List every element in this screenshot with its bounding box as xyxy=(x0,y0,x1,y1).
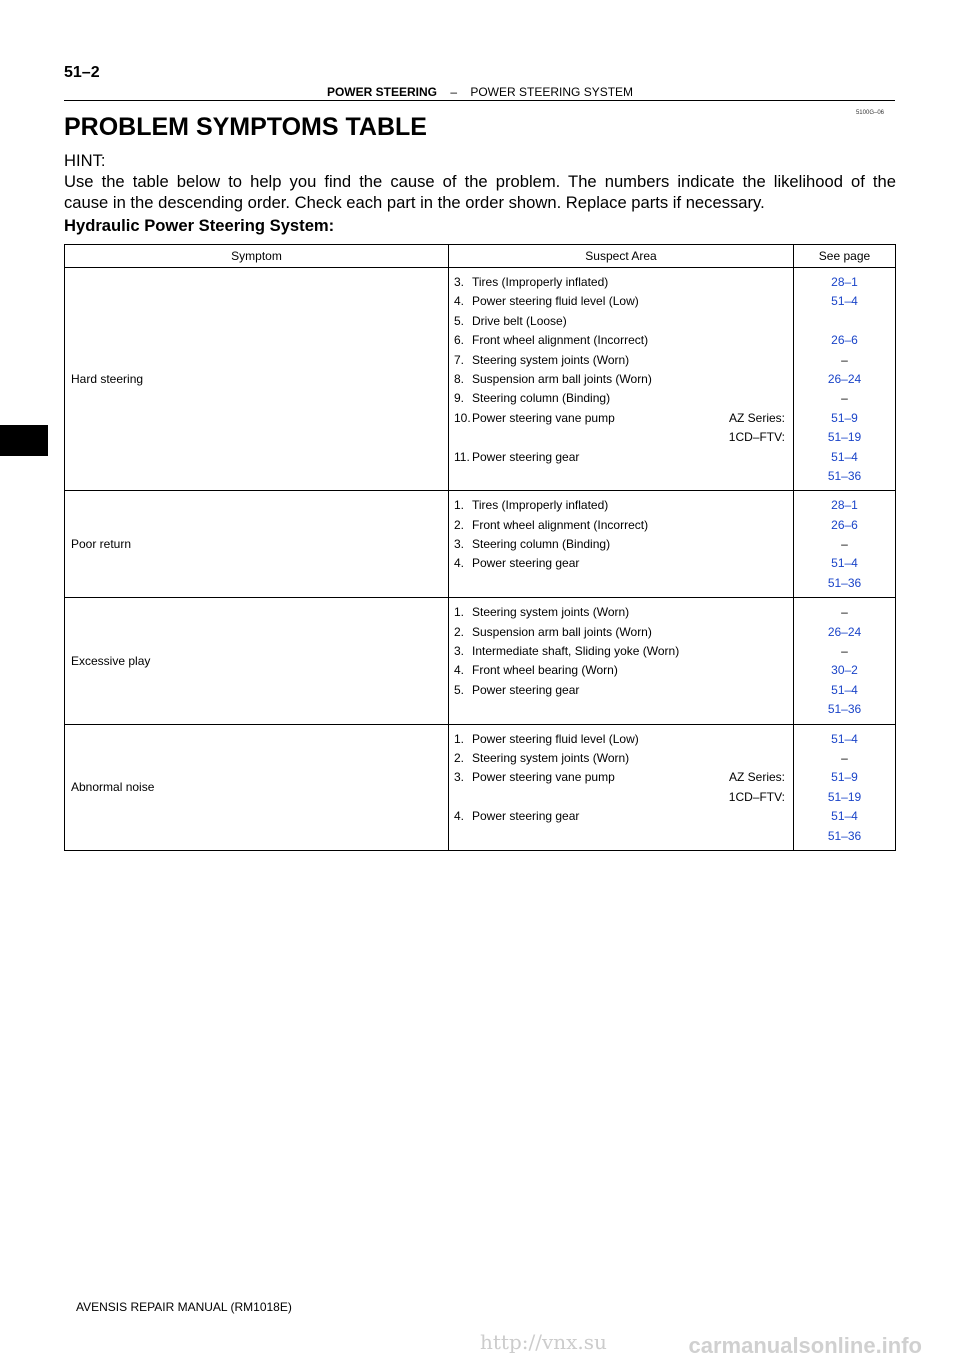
item-text: Suspension arm ball joints (Worn) xyxy=(472,371,652,386)
see-page-line xyxy=(794,370,895,389)
item-text: Power steering fluid level (Low) xyxy=(472,294,639,309)
page-reference: – xyxy=(841,537,848,552)
page-reference-link[interactable]: 51–4 xyxy=(831,449,858,464)
engine-variant-note: 1CD–FTV: xyxy=(728,789,785,804)
table-header-row xyxy=(65,245,896,268)
suspect-item xyxy=(454,294,639,308)
see-page-cell xyxy=(794,598,896,724)
suspect-area-line xyxy=(454,535,785,554)
suspect-area-line xyxy=(454,603,785,622)
page-reference-link[interactable]: 51–4 xyxy=(831,809,858,824)
hint-label: HINT: xyxy=(64,151,106,170)
suspect-area-cell xyxy=(449,491,794,598)
see-page-line xyxy=(794,273,895,292)
header-section: POWER STEERING xyxy=(326,85,437,99)
item-text: Front wheel bearing (Worn) xyxy=(472,663,618,678)
suspect-item xyxy=(454,556,579,570)
page-reference-link[interactable]: 51–19 xyxy=(827,789,862,804)
item-text: Power steering vane pump xyxy=(472,410,615,425)
see-page-line xyxy=(794,448,895,467)
see-page-line xyxy=(794,768,895,787)
suspect-area-line xyxy=(454,273,785,292)
see-page-line xyxy=(794,681,895,700)
suspect-item xyxy=(454,732,639,746)
see-page-line xyxy=(794,661,895,680)
see-page-line xyxy=(794,730,895,749)
see-page-cell xyxy=(794,491,896,598)
suspect-item xyxy=(454,751,629,765)
suspect-area-line xyxy=(454,331,785,350)
see-page-line xyxy=(794,292,895,311)
item-text: Steering system joints (Worn) xyxy=(472,352,630,367)
item-number: 3. xyxy=(454,770,465,785)
suspect-item xyxy=(454,518,648,532)
suspect-item xyxy=(454,450,579,464)
suspect-item xyxy=(454,469,472,483)
suspect-item xyxy=(454,625,652,639)
column-header-suspect-area: Suspect Area xyxy=(449,245,794,268)
suspect-area-line xyxy=(454,496,785,515)
page-reference: – xyxy=(841,391,848,406)
header-rule xyxy=(64,100,895,101)
see-page-line xyxy=(794,574,895,593)
suspect-area-line xyxy=(454,768,785,787)
page-reference-link[interactable]: 51–4 xyxy=(831,731,858,746)
see-page-cell xyxy=(794,724,896,850)
suspect-item xyxy=(454,788,472,807)
page-reference-link[interactable]: 51–36 xyxy=(827,828,862,843)
suspect-area-line xyxy=(454,312,785,331)
see-page-line xyxy=(794,554,895,573)
engine-variant-note: AZ Series: xyxy=(728,770,785,785)
suspect-item xyxy=(454,409,615,428)
page-reference-link[interactable]: 30–2 xyxy=(831,663,858,678)
suspect-area-line xyxy=(454,807,785,826)
suspect-area-line xyxy=(454,516,785,535)
running-header xyxy=(0,85,960,99)
see-page-line xyxy=(794,642,895,661)
table-row xyxy=(65,491,896,598)
see-page-line xyxy=(794,467,895,486)
suspect-area-line xyxy=(454,409,785,428)
item-number: 2. xyxy=(454,750,465,765)
suspect-item xyxy=(454,314,567,328)
suspect-item xyxy=(454,372,652,386)
page-reference-link[interactable]: 51–36 xyxy=(827,468,862,483)
page-reference-link[interactable]: 51–9 xyxy=(831,770,858,785)
see-page-line xyxy=(794,428,895,447)
page-number: 51–2 xyxy=(64,64,100,81)
item-text: Tires (Improperly inflated) xyxy=(472,275,609,289)
suspect-area-line xyxy=(454,642,785,661)
suspect-area-line xyxy=(454,428,785,447)
item-number: 4. xyxy=(454,556,465,571)
page-reference-link[interactable]: 26–6 xyxy=(831,333,858,348)
item-number: 5. xyxy=(454,682,465,697)
suspect-area-line xyxy=(454,700,785,719)
see-page-line xyxy=(794,700,895,719)
header-separator: – xyxy=(450,85,457,99)
item-text: Steering system joints (Worn) xyxy=(472,750,630,765)
suspect-item xyxy=(454,275,608,289)
section-tab-marker xyxy=(0,425,48,456)
suspect-area-line xyxy=(454,730,785,749)
item-text: Power steering gear xyxy=(472,809,580,824)
page-reference-link[interactable]: 51–4 xyxy=(831,682,858,697)
page-reference: – xyxy=(841,352,848,367)
see-page-line xyxy=(794,603,895,622)
footer-manual-title: AVENSIS REPAIR MANUAL (RM1018E) xyxy=(76,1300,292,1314)
column-header-see-page: See page xyxy=(794,245,896,268)
see-page-line xyxy=(794,389,895,408)
table-body xyxy=(65,268,896,851)
hint-line-2: cause in the descending order. Check each part in the order shown. Replace parts if necessary. xyxy=(64,193,765,212)
suspect-area-line xyxy=(454,574,785,593)
see-page-line xyxy=(794,409,895,428)
item-text: Steering column (Binding) xyxy=(472,537,611,552)
see-page-line xyxy=(794,788,895,807)
item-number: 6. xyxy=(454,333,465,348)
page-reference-link[interactable]: 51–4 xyxy=(831,556,858,571)
item-text: Intermediate shaft, Sliding yoke (Worn) xyxy=(472,644,680,659)
suspect-area-line xyxy=(454,788,785,807)
suspect-item xyxy=(454,683,579,697)
item-text: Power steering gear xyxy=(472,556,580,571)
see-page-line xyxy=(794,807,895,826)
item-text: Tires (Improperly inflated) xyxy=(472,498,609,513)
see-page-line xyxy=(794,535,895,554)
engine-variant-note: 1CD–FTV: xyxy=(728,430,785,445)
table-row xyxy=(65,724,896,850)
suspect-item xyxy=(454,809,579,823)
suspect-item xyxy=(454,576,472,590)
see-page-line xyxy=(794,827,895,846)
suspect-area-line xyxy=(454,292,785,311)
suspect-item xyxy=(454,768,615,787)
suspect-item xyxy=(454,605,629,619)
see-page-line xyxy=(794,331,895,350)
page-reference-link[interactable]: 26–24 xyxy=(827,371,862,386)
item-text: Power steering vane pump xyxy=(472,770,615,785)
suspect-area-line xyxy=(454,370,785,389)
item-number: 8. xyxy=(454,371,465,386)
item-text: Front wheel alignment (Incorrect) xyxy=(472,517,649,532)
suspect-item xyxy=(454,663,618,677)
suspect-area-line xyxy=(454,467,785,486)
subheading: Hydraulic Power Steering System: xyxy=(64,216,335,235)
item-number: 9. xyxy=(454,391,465,406)
see-page-line xyxy=(794,623,895,642)
page-reference-link[interactable]: 51–19 xyxy=(827,430,862,445)
item-number: 2. xyxy=(454,624,465,639)
item-number: 2. xyxy=(454,517,465,532)
item-number: 11. xyxy=(454,449,470,464)
item-text: Drive belt (Loose) xyxy=(472,313,567,328)
page-title: PROBLEM SYMPTOMS TABLE xyxy=(64,113,427,141)
suspect-area-line xyxy=(454,389,785,408)
see-page-line xyxy=(794,749,895,768)
page-reference-link[interactable]: 51–4 xyxy=(831,294,858,309)
suspect-area-line xyxy=(454,623,785,642)
column-header-symptom: Symptom xyxy=(65,245,449,268)
suspect-area-line xyxy=(454,827,785,846)
page-reference-link[interactable]: 51–36 xyxy=(827,575,862,590)
page-reference-link[interactable]: 26–6 xyxy=(831,517,858,532)
symptom-cell: Hard steering xyxy=(65,268,449,491)
item-text: Steering system joints (Worn) xyxy=(472,605,630,620)
item-number: 1. xyxy=(454,731,465,746)
watermark-site: carmanualsonline.info xyxy=(688,1333,922,1358)
item-text: Front wheel alignment (Incorrect) xyxy=(472,333,649,348)
suspect-item xyxy=(454,829,472,843)
see-page-cell xyxy=(794,268,896,491)
see-page-line xyxy=(794,351,895,370)
see-page-line xyxy=(794,312,895,331)
page-reference-link[interactable]: 28–1 xyxy=(831,275,858,289)
item-text: Power steering gear xyxy=(472,682,580,697)
suspect-item xyxy=(454,702,472,716)
symptom-cell: Abnormal noise xyxy=(65,724,449,850)
suspect-area-line xyxy=(454,749,785,768)
table-row xyxy=(65,268,896,491)
item-number: 3. xyxy=(454,275,465,289)
item-number: 1. xyxy=(454,605,465,620)
page-reference-link[interactable]: 51–9 xyxy=(831,410,858,425)
item-text: Power steering fluid level (Low) xyxy=(472,731,639,746)
item-number: 3. xyxy=(454,537,465,552)
item-number: 5. xyxy=(454,313,465,328)
table-row xyxy=(65,598,896,724)
item-text: Suspension arm ball joints (Worn) xyxy=(472,624,652,639)
page-reference: – xyxy=(841,605,848,620)
page-reference-link[interactable]: 28–1 xyxy=(831,498,858,513)
suspect-item xyxy=(454,333,648,347)
page-reference: – xyxy=(841,750,848,765)
item-number: 1. xyxy=(454,498,465,513)
document-code: 5100G–06 xyxy=(855,110,884,116)
engine-variant-note: AZ Series: xyxy=(728,410,785,425)
item-text: Steering column (Binding) xyxy=(472,391,611,406)
suspect-area-line xyxy=(454,661,785,680)
see-page-line xyxy=(794,516,895,535)
symptom-cell: Excessive play xyxy=(65,598,449,724)
page-reference-link[interactable]: 26–24 xyxy=(827,624,862,639)
suspect-area-line xyxy=(454,554,785,573)
see-page-line xyxy=(794,496,895,515)
page-reference: – xyxy=(841,644,848,659)
item-number: 7. xyxy=(454,352,465,367)
suspect-item xyxy=(454,644,679,658)
hint-block xyxy=(64,150,896,213)
suspect-item xyxy=(454,353,629,367)
item-number: 4. xyxy=(454,294,465,309)
suspect-area-cell xyxy=(449,724,794,850)
item-number: 4. xyxy=(454,809,465,824)
item-number: 4. xyxy=(454,663,465,678)
suspect-item xyxy=(454,428,472,447)
suspect-area-cell xyxy=(449,598,794,724)
item-number: 10. xyxy=(454,410,471,425)
item-text: Power steering gear xyxy=(472,449,580,464)
watermark-url[interactable]: http://vnx.su xyxy=(480,1330,607,1354)
suspect-item xyxy=(454,391,610,405)
hint-line-1: Use the table below to help you find the cause of the problem. The numbers indicate the likelihood of the xyxy=(64,172,896,191)
suspect-area-line xyxy=(454,448,785,467)
problem-symptoms-table xyxy=(64,244,896,851)
suspect-area-cell xyxy=(449,268,794,491)
page-reference-link[interactable]: 51–36 xyxy=(827,702,862,717)
item-number: 3. xyxy=(454,644,465,659)
symptom-cell: Poor return xyxy=(65,491,449,598)
header-subsection: POWER STEERING SYSTEM xyxy=(470,85,634,99)
suspect-item xyxy=(454,498,608,512)
suspect-area-line xyxy=(454,681,785,700)
suspect-area-line xyxy=(454,351,785,370)
suspect-item xyxy=(454,537,610,551)
